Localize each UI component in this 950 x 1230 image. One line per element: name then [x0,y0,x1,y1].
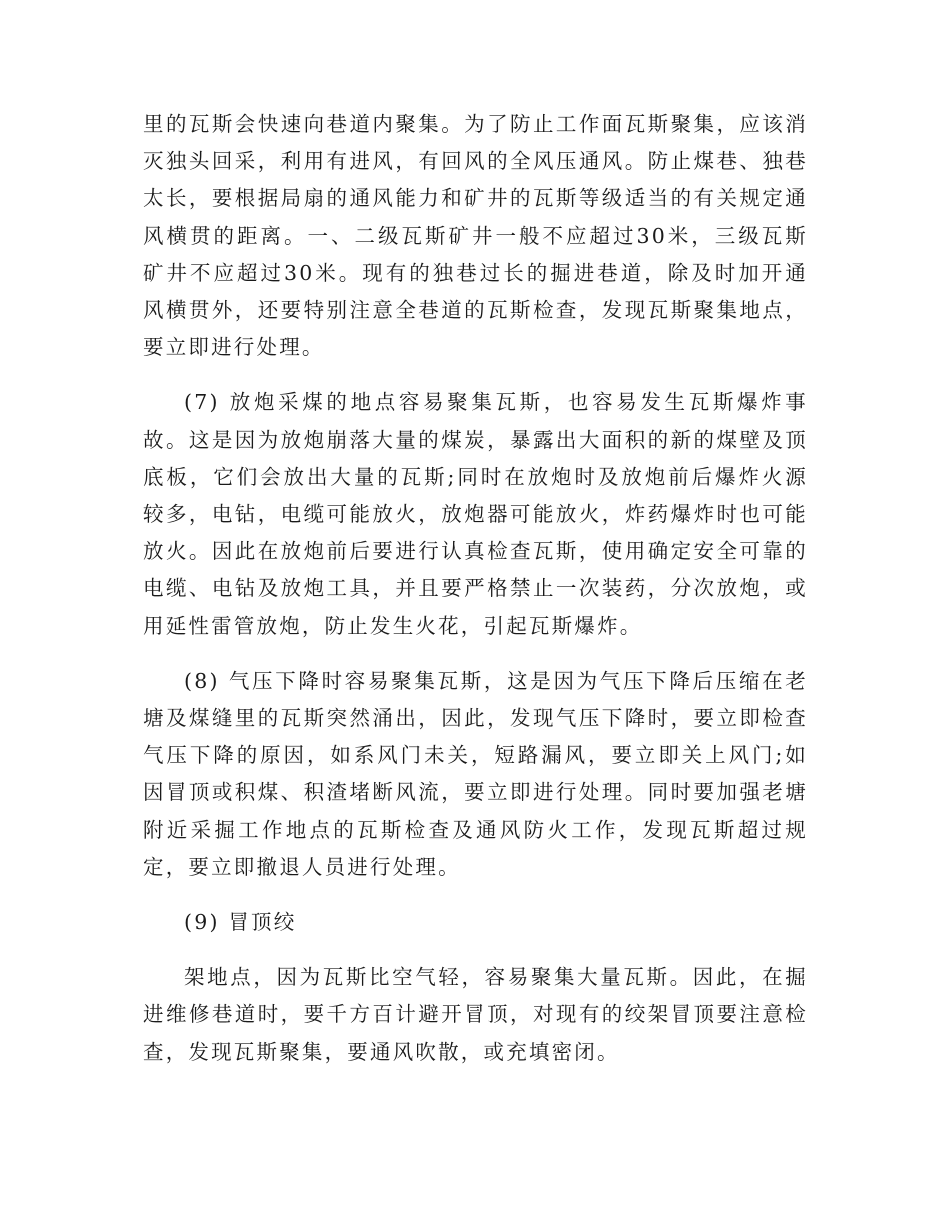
paragraph-item-8: (8) 气压下降时容易聚集瓦斯，这是因为气压下降后压缩在老塘及煤缝里的瓦斯突然涌出，因此，发现气压下降时，要立即检查气压下降的原因，如系风门未关，短路漏风，要立即关上风门;如因冒顶或积煤、积渣堵断风流，要立即进行处理。同时要加强老塘附近采掘工作地点的瓦斯检查及通风防火工作，发现瓦斯超过规定，要立即撤退人员进行处理。 [143,668,808,879]
paragraph-item-9: (9) 冒顶绞 [184,910,297,935]
paragraph-continuation: 里的瓦斯会快速向巷道内聚集。为了防止工作面瓦斯聚集，应该消灭独头回采，利用有进风，有回风的全风压通风。防止煤巷、独巷太长，要根据局扇的通风能力和矿井的瓦斯等级适当的有关规定通风横贯的距离。一、二级瓦斯矿井一般不应超过30米，三级瓦斯矿井不应超过30米。现有的独巷过长的掘进巷道，除及时加开通风横贯外，还要特别注意全巷道的瓦斯检查，发现瓦斯聚集地点，要立即进行处理。 [143,112,808,360]
paragraph-item-9-continued: 架地点，因为瓦斯比空气轻，容易聚集大量瓦斯。因此，在掘进维修巷道时，要千方百计避开冒顶，对现有的绞架冒顶要注意检查，发现瓦斯聚集，要通风吹散，或充填密闭。 [143,965,808,1064]
document-body [143,106,808,1089]
paragraph-item-7: (7) 放炮采煤的地点容易聚集瓦斯，也容易发生瓦斯爆炸事故。这是因为放炮崩落大量的煤炭，暴露出大面积的新的煤壁及顶底板，它们会放出大量的瓦斯;同时在放炮时及放炮前后爆炸火源较多，电钻，电缆可能放火，放炮器可能放火，炸药爆炸时也可能放火。因此在放炮前后要进行认真检查瓦斯，使用确定安全可靠的电缆、电钻及放炮工具，并且要严格禁止一次装药，分次放炮，或用延性雷管放炮，防止发生火花，引起瓦斯爆炸。 [143,390,808,638]
